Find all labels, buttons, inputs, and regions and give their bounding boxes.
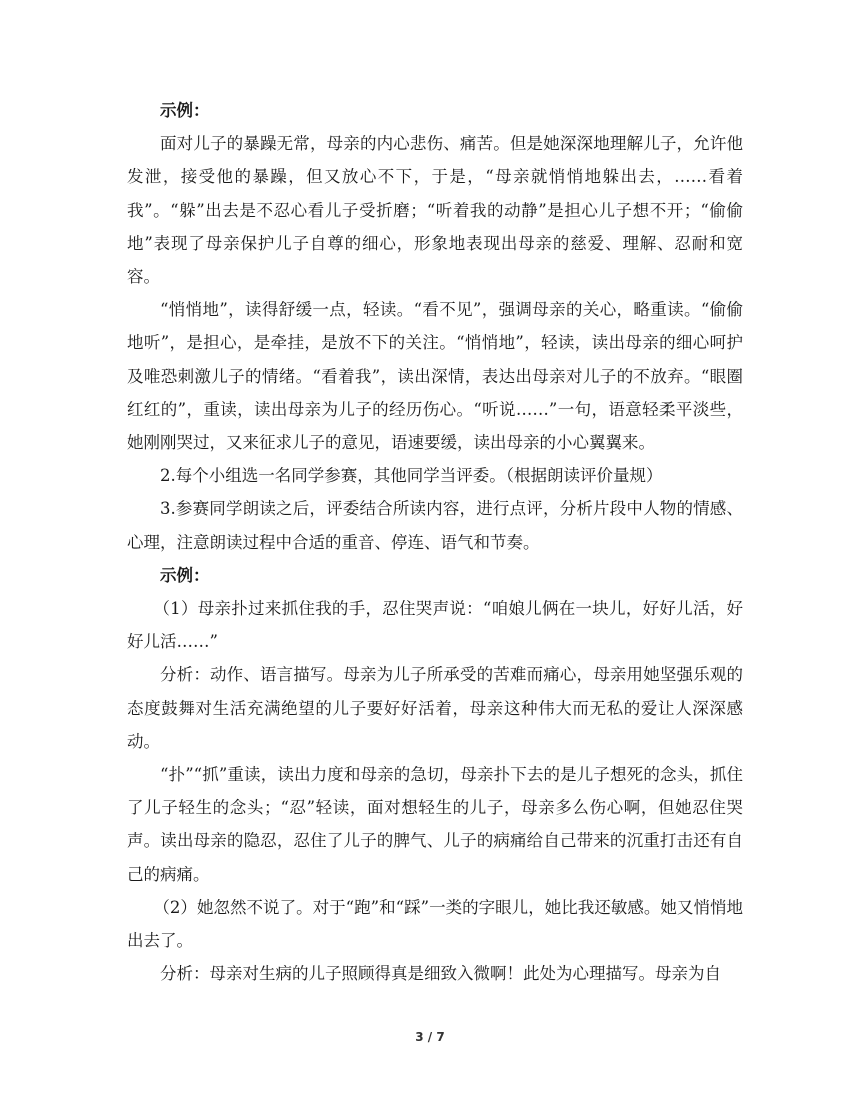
body-paragraph: 分析：母亲对生病的儿子照顾得真是细致入微啊！此处为心理描写。母亲为自 [160, 964, 721, 984]
body-paragraph: 分析：动作、语言描写。母亲为儿子所承受的苦难而痛心，母亲用她坚强乐观的态度鼓舞对生活充满绝望的儿子要好好活着，母亲这种伟大而无私的爱让人深深感动。 [127, 665, 743, 751]
example-quote: （2）她忽然不说了。对于“跑”和“踩”一类的字眼儿，她比我还敏感。她又悄悄地出去了。 [127, 897, 743, 951]
example-heading: 示例： [160, 101, 210, 120]
body-paragraph: 面对儿子的暴躁无常，母亲的内心悲伤、痛苦。但是她深深地理解儿子，允许他发泄，接受他的暴躁，但又放心不下，于是，“母亲就悄悄地躲出去，……看着我”。“躲”出去是不忍心看儿子受折磨；“听着我的动静”是担心儿子想不开；“偷偷地”表现了母亲保护儿子自尊的细心，形象地表现出母亲的慈爱、理解、忍耐和宽容。 [127, 134, 743, 287]
example-quote: （1）母亲扑过来抓住我的手，忍住哭声说：“咱娘儿俩在一块儿，好好儿活，好好儿活……” [127, 599, 743, 652]
example-heading: 示例： [160, 565, 210, 585]
page-number: 3 / 7 [415, 1030, 445, 1044]
body-paragraph: 3.参赛同学朗读之后，评委结合所读内容，进行点评，分析片段中人物的情感、心理，注意朗读过程中合适的重音、停连、语气和节奏。 [127, 499, 743, 552]
body-paragraph: 2.每个小组选一名同学参赛，其他同学当评委。（根据朗读评价量规） [160, 466, 663, 486]
body-paragraph: “悄悄地”，读得舒缓一点，轻读。“看不见”，强调母亲的关心，略重读。“偷偷地听”，是担心，是牵挂，是放不下的关注。“悄悄地”，轻读，读出母亲的细心呵护及唯恐刺激儿子的情绪。“看着我”，读出深情，表达出母亲对儿子的不放弃。“眼圈红红的”，重读，读出母亲为儿子的经历伤心。“听说……”一句，语意轻柔平淡些，她刚刚哭过，又来征求儿子的意见，语速要缓，读出母亲的小心翼翼来。 [127, 300, 743, 453]
document-body [127, 94, 743, 990]
body-paragraph: “扑”“抓”重读，读出力度和母亲的急切，母亲扑下去的是儿子想死的念头，抓住了儿子轻生的念头；“忍”轻读，面对想轻生的儿子，母亲多么伤心啊，但她忍住哭声。读出母亲的隐忍，忍住了儿子的脾气、儿子的病痛给自己带来的沉重打击还有自己的病痛。 [127, 765, 743, 884]
